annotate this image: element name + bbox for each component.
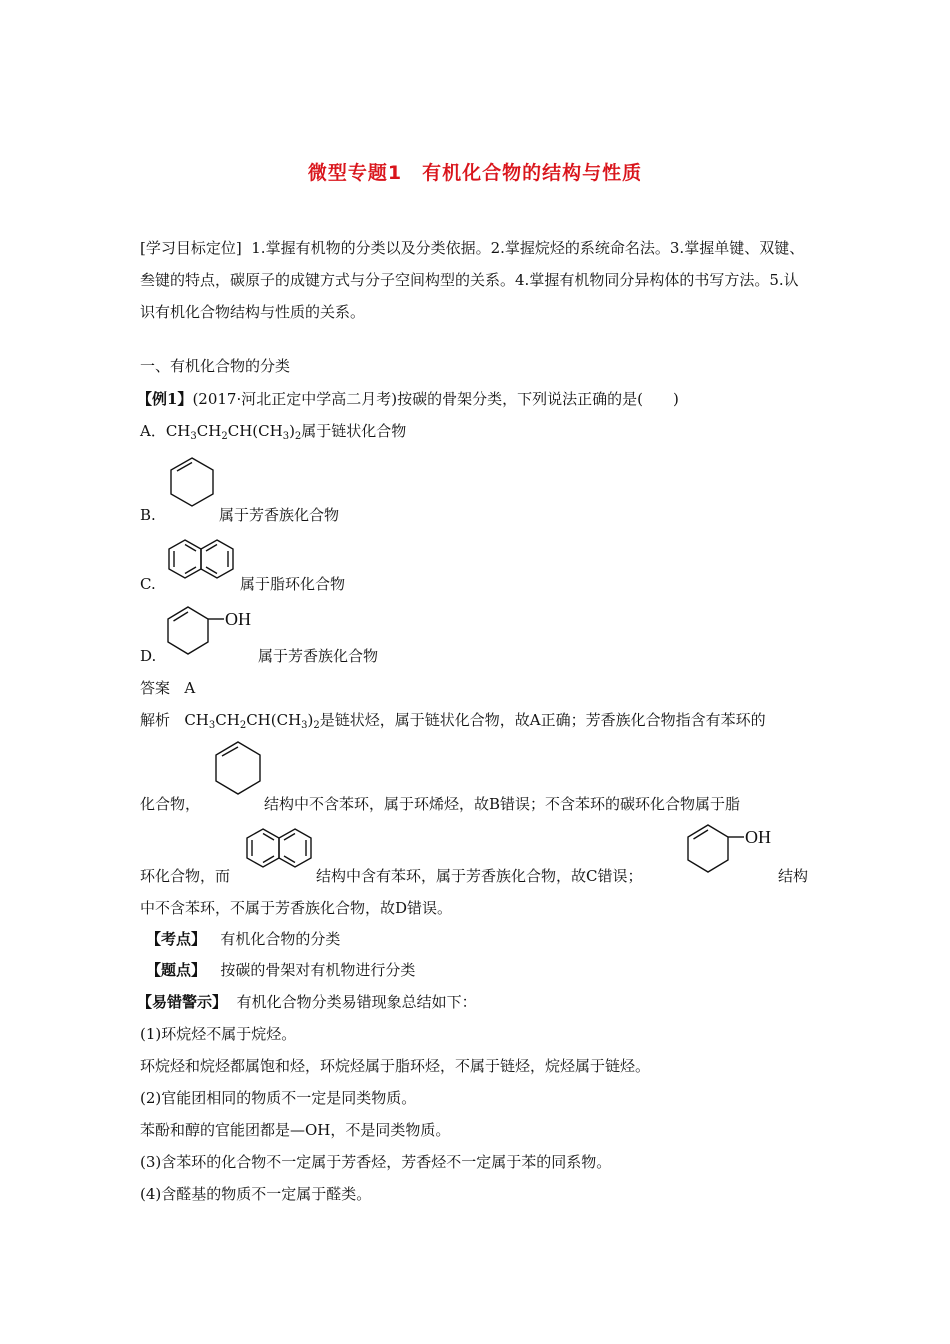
answer-label: 答案 [140,679,171,697]
formula-subscript: 3 [208,720,216,731]
kaodian-line [146,929,340,949]
answer-line [140,678,195,698]
warning-intro: 有机化合物分类易错现象总结如下： [236,993,477,1011]
analysis-label: 解析 [140,711,171,729]
tidian-label: 【题点】 [146,961,207,979]
option-a-subscript: 3 [190,431,197,442]
cyclohexene-structure-analysis [212,740,266,802]
formula-subscript: 2 [313,720,320,731]
option-c-label: C. [140,575,156,593]
analysis-line-3c: 结构 [778,867,809,885]
learning-goals [140,232,812,328]
kaodian-label: 【考点】 [146,930,207,948]
option-d-label: D. [140,647,157,665]
option-a-subscript: 2 [294,431,302,442]
formula-part: ) [307,711,314,729]
option-b-text: 属于芳香族化合物 [219,506,340,524]
option-a-subscript: 2 [221,431,228,442]
kaodian-text: 有机化合物的分类 [220,930,341,948]
naphthalene-structure-analysis [244,826,320,884]
warning-item: (1)环烷烃不属于烷烃。 [140,1025,297,1043]
example-question [137,389,679,409]
warning-item: (4)含醛基的物质不一定属于醛类。 [140,1185,372,1203]
option-a-formula-part: CH(CH [227,422,283,440]
cyclohexenol-structure-analysis [686,822,786,882]
page-title: 微型专题1 有机化合物的结构与性质 [307,162,643,184]
option-a-subscript: 3 [282,431,290,442]
analysis-line-1 [140,710,766,730]
formula-subscript: 2 [239,720,247,731]
hydroxyl-label: OH [225,609,251,629]
option-d-text: 属于芳香族化合物 [258,647,379,665]
option-a [140,421,406,441]
formula-subscript: 3 [301,720,308,731]
analysis-line-3a: 环化合物，而 [140,867,231,885]
analysis-line-4: 中不含苯环，不属于芳香族化合物，故D错误。 [140,899,453,917]
naphthalene-structure-c [166,537,242,595]
warning-label: 【易错警示】 [137,993,228,1011]
formula-part: CH [184,711,209,729]
formula-part: CH(CH [246,711,302,729]
tidian-text: 按碳的骨架对有机物进行分类 [220,961,416,979]
analysis-line-3b: 结构中含有苯环，属于芳香族化合物，故C错误； [316,867,643,885]
analysis-line-2b: 结构中不含苯环，属于环烯烃，故B错误；不含苯环的碳环化合物属于脂 [264,795,741,813]
hydroxyl-label: OH [745,827,771,847]
option-a-text: 属于链状化合物 [301,422,407,440]
analysis-formula [184,711,319,729]
option-a-formula-part: CH [196,422,222,440]
tidian-line [146,960,415,980]
example-question-text: (2017·河北正定中学高二月考)按碳的骨架分类，下列说法正确的是( ) [192,390,679,408]
analysis-line-2a: 化合物， [140,795,201,813]
warning-item: 环烷烃和烷烃都属饱和烃，环烷烃属于脂环烃，不属于链烃，烷烃属于链烃。 [140,1057,651,1075]
learning-goals-text: 1.掌握有机物的分类以及分类依据。2.掌握烷烃的系统命名法。3.掌握单键、双键、叁键的特点，碳原子的成键方式与分子空间构型的关系。4.掌握有机物同分异构体的书写方法。5.认识有机化合物结构与性质的关系。 [140,239,805,321]
warning-item: (2)官能团相同的物质不一定是同类物质。 [140,1089,417,1107]
formula-part: CH [215,711,240,729]
cyclohexenol-structure-d [166,604,266,664]
option-a-formula-part: ) [289,422,295,440]
warning-line [137,992,477,1012]
option-b-label: B. [140,506,156,524]
warning-item: (3)含苯环的化合物不一定属于芳香烃，芳香烃不一定属于苯的同系物。 [140,1153,612,1171]
answer-value: A [184,679,196,697]
analysis-text: 是链状烃，属于链状化合物，故A正确；芳香族化合物指含有苯环的 [319,711,766,729]
example-label: 【例1】 [137,390,193,408]
cyclohexene-structure-b [168,456,218,516]
section-heading: 一、有机化合物的分类 [140,357,291,375]
warning-item: 苯酚和醇的官能团都是—OH，不是同类物质。 [140,1121,451,1139]
option-a-formula-part: A．CH [140,422,191,440]
option-c-text: 属于脂环化合物 [240,575,346,593]
learning-goals-label: [学习目标定位] [140,239,242,257]
